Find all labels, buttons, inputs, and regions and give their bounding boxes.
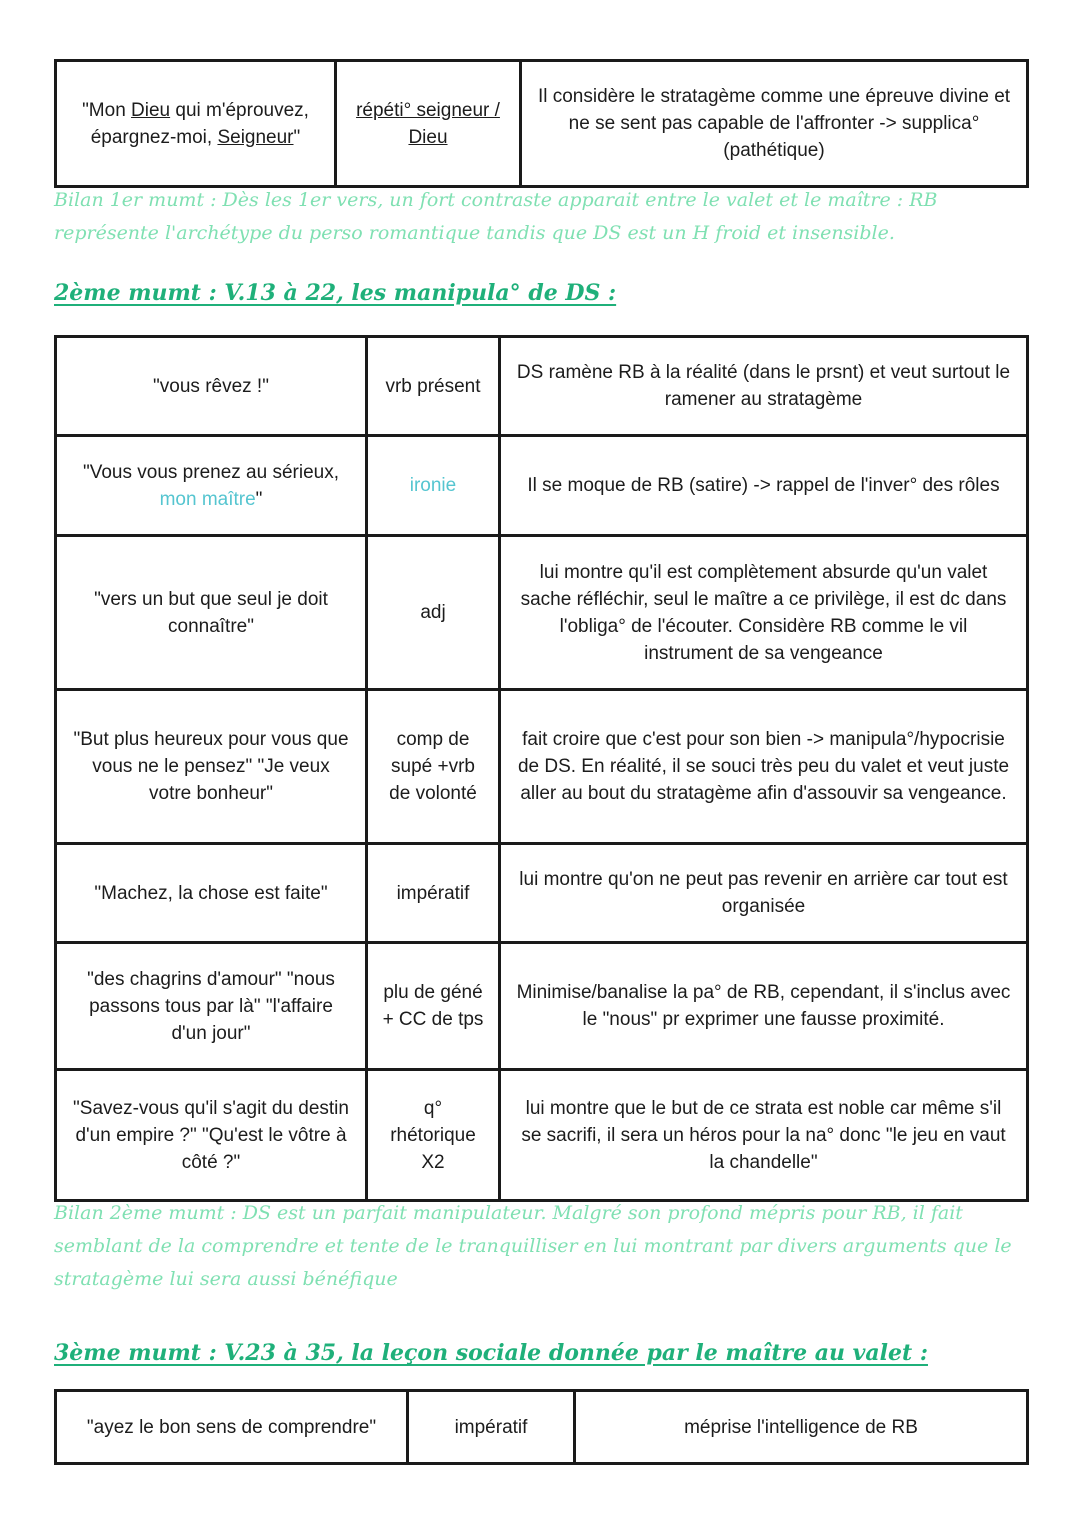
analysis-cell: lui montre qu'on ne peut pas revenir en arrière car tout est organisée	[500, 844, 1028, 943]
quote-cell: "vers un but que seul je doit connaître"	[56, 536, 367, 690]
table-row	[56, 436, 1028, 536]
figure-cell: répéti° seigneur / Dieu	[336, 61, 521, 187]
quote-cell: "ayez le bon sens de comprendre"	[56, 1391, 408, 1464]
quote-cell: "vous rêvez !"	[56, 337, 367, 436]
section-heading-3: 3ème mumt : V.23 à 35, la leçon sociale donnée par le maître au valet :	[54, 1340, 928, 1366]
analysis-cell: Il considère le stratagème comme une épreuve divine et ne se sent pas capable de l'affronter -> supplica° (pathétique)	[521, 61, 1028, 187]
quote-highlight: mon maître	[159, 488, 256, 510]
analysis-cell: Il se moque de RB (satire) -> rappel de l'inver° des rôles	[500, 436, 1028, 536]
table-row	[56, 1391, 1028, 1464]
quote-cell: "des chagrins d'amour" "nous passons tous par là" "l'affaire d'un jour"	[56, 943, 367, 1070]
figure-cell: impératif	[367, 844, 500, 943]
quote-cell: "Mon Dieu qui m'éprouvez, épargnez-moi, Seigneur"	[56, 61, 336, 187]
quote-underlined-seigneur: Seigneur	[217, 126, 294, 148]
quote-cell: "But plus heureux pour vous que vous ne le pensez" "Je veux votre bonheur"	[56, 690, 367, 844]
figure-cell: adj	[367, 536, 500, 690]
table-row	[56, 536, 1028, 690]
table-row	[56, 61, 1028, 187]
table-row	[56, 844, 1028, 943]
analysis-cell: DS ramène RB à la réalité (dans le prsnt) et veut surtout le ramener au stratagème	[500, 337, 1028, 436]
figure-cell: comp de supé +vrb de volonté	[367, 690, 500, 844]
quote-cell: "Savez-vous qu'il s'agit du destin d'un empire ?" "Qu'est le vôtre à côté ?"	[56, 1070, 367, 1201]
table-row	[56, 1070, 1028, 1201]
figure-cell: plu de géné + CC de tps	[367, 943, 500, 1070]
figure-cell: impératif	[408, 1391, 575, 1464]
table-row	[56, 690, 1028, 844]
table-row	[56, 943, 1028, 1070]
figure-cell: q° rhétorique X2	[367, 1070, 500, 1201]
bilan-1: Bilan 1er mumt : Dès les 1er vers, un fort contraste apparait entre le valet et le maître : RB représente l'archétype du perso romantique tandis que DS est un H froid et insensible.	[54, 189, 938, 244]
analysis-table-3	[54, 1389, 1029, 1465]
table-row	[56, 337, 1028, 436]
analysis-cell: fait croire que c'est pour son bien -> manipula°/hypocrisie de DS. En réalité, il se souci très peu du valet et veut juste aller au bout du stratagème afin d'assouvir sa vengeance.	[500, 690, 1028, 844]
bilan-2: Bilan 2ème mumt : DS est un parfait manipulateur. Malgré son profond mépris pour RB, il fait semblant de la comprendre et tente de le tranquilliser en lui montrant par divers arguments que le stratagème lui sera aussi bénéfique	[54, 1202, 1012, 1290]
section-heading-2: 2ème mumt : V.13 à 22, les manipula° de DS :	[54, 280, 617, 306]
figure-cell: vrb présent	[367, 337, 500, 436]
analysis-cell: Minimise/banalise la pa° de RB, cependant, il s'inclus avec le "nous" pr exprimer une fausse proximité.	[500, 943, 1028, 1070]
analysis-table-1	[54, 59, 1029, 188]
analysis-cell: méprise l'intelligence de RB	[575, 1391, 1028, 1464]
figure-cell: ironie	[367, 436, 500, 536]
analysis-cell: lui montre que le but de ce strata est noble car même s'il se sacrifi, il sera un héros pour la na° donc "le jeu en vaut la chandelle"	[500, 1070, 1028, 1201]
analysis-table-2	[54, 335, 1029, 1202]
quote-underlined-dieu: Dieu	[131, 99, 171, 121]
analysis-cell: lui montre qu'il est complètement absurde qu'un valet sache réfléchir, seul le maître a ce privilège, il est dc dans l'obliga° de l'écouter. Considère RB comme le vil instrument de sa vengeance	[500, 536, 1028, 690]
quote-cell: "Vous vous prenez au sérieux, mon maître"	[56, 436, 367, 536]
quote-cell: "Machez, la chose est faite"	[56, 844, 367, 943]
